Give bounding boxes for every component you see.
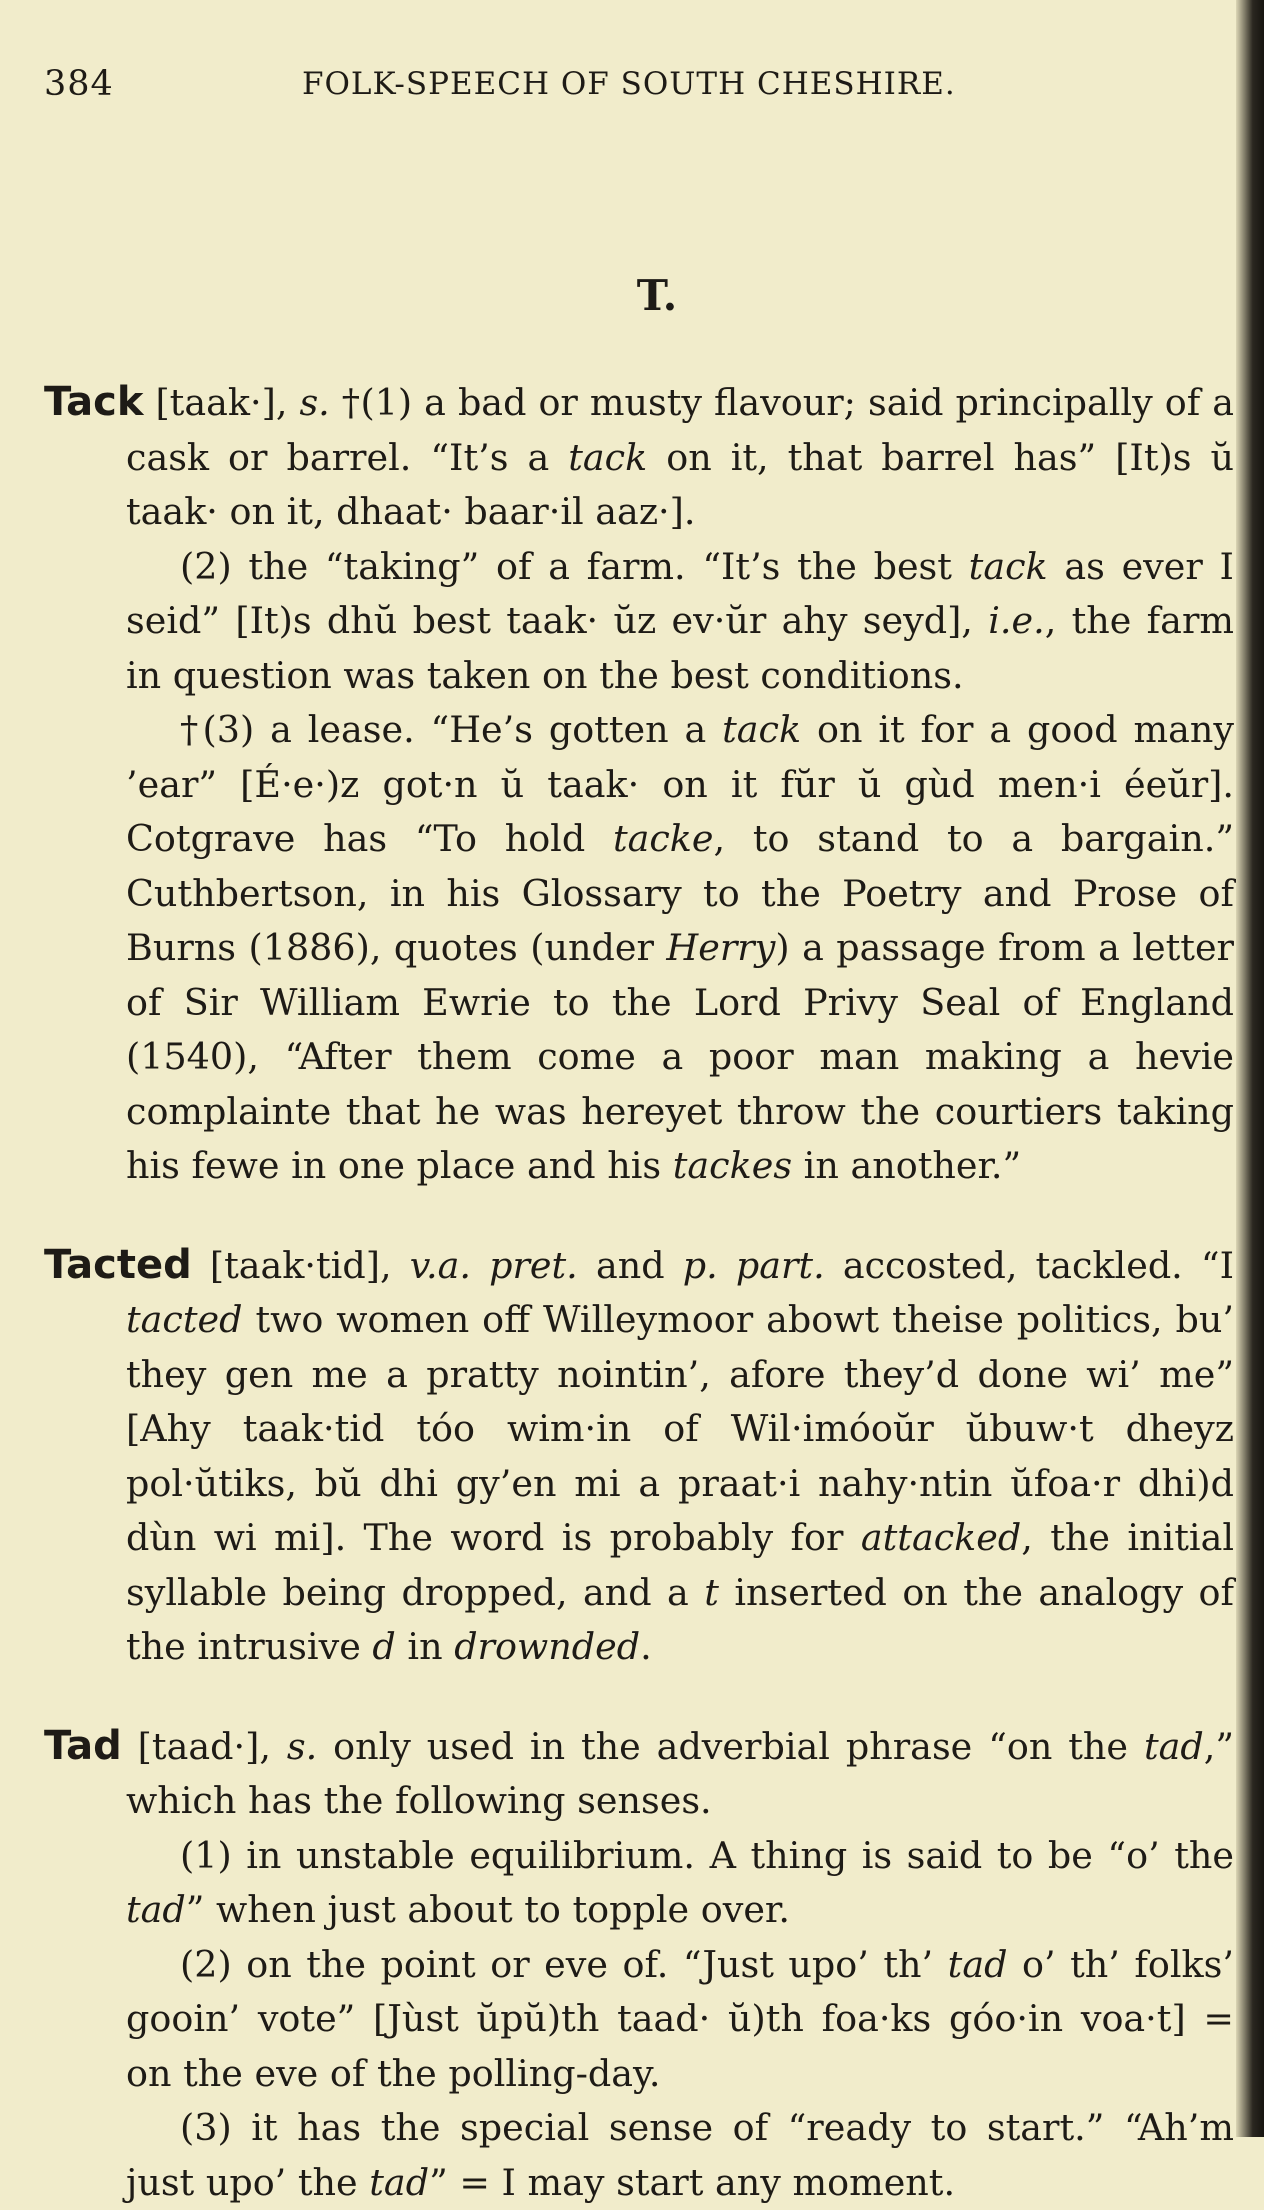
body-text: inserted on the analogy of the intrusive (126, 1571, 1234, 1669)
body-text: two women off Willeymoor abowt theise politics, bu’ they gen me a pratty nointin’, afore they’d done wi’ me” [Ahy taak·tid tóo wim·in of Wil·imóoŭr ŭbuw·t dheyz pol·ŭtiks, bŭ dhi gy’en mi a praat·i nahy·ntin ŭfoa·r dhi)d dùn wi mi]. The word is probably for (126, 1298, 1234, 1559)
italic-text: v.a. pret. (410, 1244, 578, 1287)
entry-sense (44, 703, 1234, 1194)
italic-text: t (704, 1571, 719, 1614)
italic-text: tack (969, 545, 1048, 588)
body-text: [taak·tid], (192, 1244, 410, 1287)
dictionary-entries (44, 375, 1234, 2210)
italic-text: p. part. (683, 1244, 825, 1287)
italic-text: tacke (613, 817, 714, 860)
entry-headword: Tack (44, 379, 143, 425)
italic-text: tad (126, 1888, 186, 1931)
body-text: (1) in unstable equilibrium. A thing is said to be “o’ the (180, 1834, 1234, 1877)
entry-headword: Tacted (44, 1242, 192, 1288)
body-text: accosted, tackled. “I (825, 1244, 1234, 1287)
entry-definition (44, 1238, 1234, 1675)
body-text: , the farm in question was taken on the best conditions. (126, 599, 1234, 697)
dictionary-entry (44, 375, 1234, 1194)
entry-sense (44, 1829, 1234, 1938)
body-text: . (640, 1625, 652, 1668)
italic-text: s. (299, 381, 329, 424)
italic-text: tad (1144, 1725, 1204, 1768)
italic-text: tad (369, 2161, 429, 2204)
body-text: ” = I may start any moment. (429, 2161, 955, 2204)
section-letter: T. (44, 271, 1230, 331)
body-text: (3) it has the special sense of “ready to start.” “Ah’m just upo’ the (126, 2106, 1234, 2204)
dictionary-entry (44, 1238, 1234, 1675)
body-text: ,” which has the following senses. (126, 1725, 1234, 1823)
body-text: in (396, 1625, 454, 1668)
italic-text: drownded (454, 1625, 640, 1668)
body-text: [taad·], (122, 1725, 287, 1768)
entry-definition (44, 1719, 1234, 1829)
body-text: on it for a good many ’ear” [É·e·)z got·n ŭ taak· on it fŭr ŭ gùd men·i éeŭr]. Cotgrave has “To hold (126, 708, 1234, 860)
italic-text: i.e. (988, 599, 1044, 642)
italic-text: tacted (126, 1298, 243, 1341)
dictionary-entry (44, 1719, 1234, 2210)
body-text: as ever I seid” [It)s dhŭ best taak· ŭz ev·ŭr ahy seyd], (126, 545, 1234, 643)
italic-text: tack (568, 436, 647, 479)
body-text: †(3) a lease. “He’s gotten a (180, 708, 722, 751)
body-text: [taak·], (143, 381, 299, 424)
italic-text: tad (948, 1943, 1008, 1986)
body-text: (2) the “taking” of a farm. “It’s the best (180, 545, 969, 588)
entry-sense (44, 1938, 1234, 2102)
entry-definition (44, 375, 1234, 540)
italic-text: s. (287, 1725, 317, 1768)
body-text: only used in the adverbial phrase “on the (317, 1725, 1144, 1768)
body-text: , to stand to a bargain.” Cuthbertson, in his Glossary to the Poetry and Prose of Burns (1886), quotes (under (126, 817, 1234, 969)
book-spine-shadow (1236, 0, 1264, 2137)
italic-text: tack (722, 708, 801, 751)
italic-text: d (372, 1625, 395, 1668)
body-text: †(1) a bad or musty flavour; said principally of a cask or barrel. “It’s a (126, 381, 1234, 479)
body-text: (2) on the point or eve of. “Just upo’ th’ (180, 1943, 948, 1986)
body-text: and (578, 1244, 683, 1287)
body-text: o’ th’ folks’ gooin’ vote” [Jùst ŭpŭ)th taad· ŭ)th foa·ks góo·in voa·t] = on the eve of the polling-day. (126, 1943, 1234, 2095)
entry-sense (44, 2101, 1234, 2210)
page-number: 384 (44, 64, 114, 104)
italic-text: Herry (666, 926, 775, 969)
entry-sense (44, 540, 1234, 704)
body-text: on it, that barrel has” [It)s ŭ taak· on it, dhaat· baar·il aaz·]. (126, 436, 1234, 534)
running-title: FOLK-SPEECH OF SOUTH CHESHIRE. (302, 66, 956, 102)
body-text: , the initial syllable being dropped, and a (126, 1516, 1234, 1614)
body-text: ” when just about to topple over. (186, 1888, 790, 1931)
entry-headword: Tad (44, 1723, 122, 1769)
italic-text: tackes (673, 1144, 792, 1187)
body-text: ) a passage from a letter of Sir William Ewrie to the Lord Privy Seal of England (1540), “After them come a poor man making a hevie complainte that he was hereyet throw the courtiers taking his fewe in one place and his (126, 926, 1234, 1187)
italic-text: attacked (861, 1516, 1021, 1559)
running-header (44, 56, 1230, 116)
body-text: in another.” (792, 1144, 1021, 1187)
